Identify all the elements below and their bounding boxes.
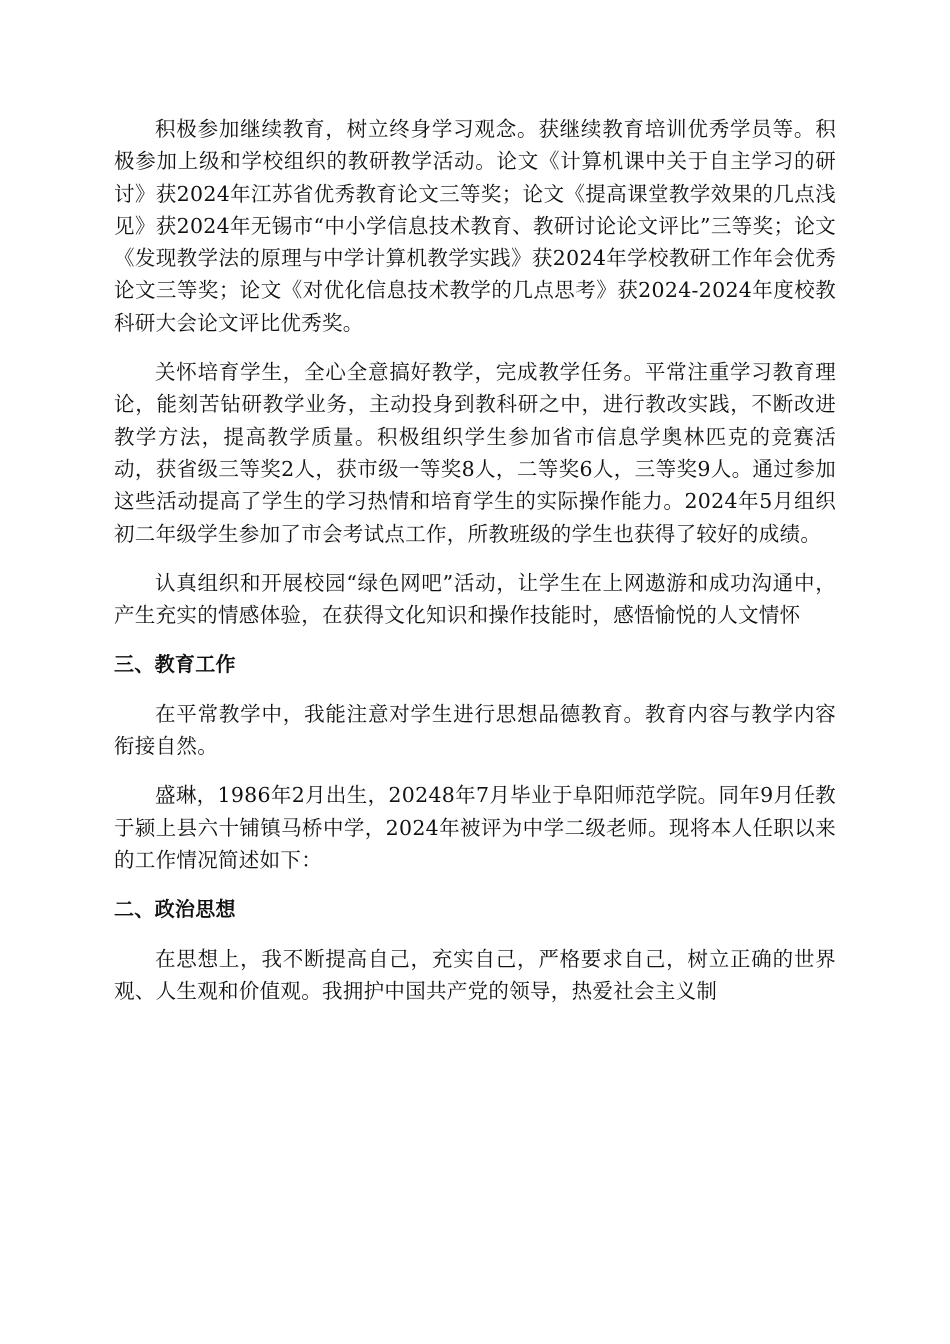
heading-political-thought: 二、政治思想 [114, 897, 236, 922]
paragraph-personal-intro: 盛琳，1986年2月出生，20248年7月毕业于阜阳师范学院。同年9月任教于颍上县六十铺镇马桥中学，2024年被评为中学二级老师。现将本人任职以来的工作情况简述如下： [114, 783, 836, 872]
document-body [114, 113, 836, 1024]
paragraph-student-care: 关怀培育学生，全心全意搞好教学，完成教学任务。平常注重学习教育理论，能刻苦钻研教学业务，主动投身到教科研之中，进行教改实践，不断改进教学方法，提高教学质量。积极组织学生参加省市信息学奥林匹克的竞赛活动，获省级三等奖2人，获市级一等奖8人，二等奖6人，三等奖9人。通过参加这些活动提高了学生的学习热情和培育学生的实际操作能力。2024年5月组织初二年级学生参加了市会考试点工作，所教班级的学生也获得了较好的成绩。 [114, 360, 836, 546]
paragraph-green-netbar: 认真组织和开展校园“绿色网吧”活动，让学生在上网遨游和成功沟通中，产生充实的情感体验，在获得文化知识和操作技能时，感悟愉悦的人文情怀 [114, 570, 836, 628]
paragraph-political-thought: 在思想上，我不断提高自己，充实自己，严格要求自己，树立正确的世界观、人生观和价值观。我拥护中国共产党的领导，热爱社会主义制 [114, 946, 836, 1003]
paragraph-moral-education: 在平常教学中，我能注意对学生进行思想品德教育。教育内容与教学内容衔接自然。 [114, 701, 836, 759]
heading-education-work: 三、教育工作 [114, 652, 236, 677]
paragraph-continuing-education: 积极参加继续教育，树立终身学习观念。获继续教育培训优秀学员等。积极参加上级和学校组织的教研教学活动。论文《计算机课中关于自主学习的研讨》获2024年江苏省优秀教育论文三等奖；论文《提高课堂教学效果的几点浅见》获2024年无锡市“中小学信息技术教育、教研讨论论文评比”三等奖；论文《发现教学法的原理与中学计算机教学实践》获2024年学校教研工作年会优秀论文三等奖；论文《对优化信息技术教学的几点思考》获2024-2024年度校教科研大会论文评比优秀奖。 [114, 117, 836, 335]
